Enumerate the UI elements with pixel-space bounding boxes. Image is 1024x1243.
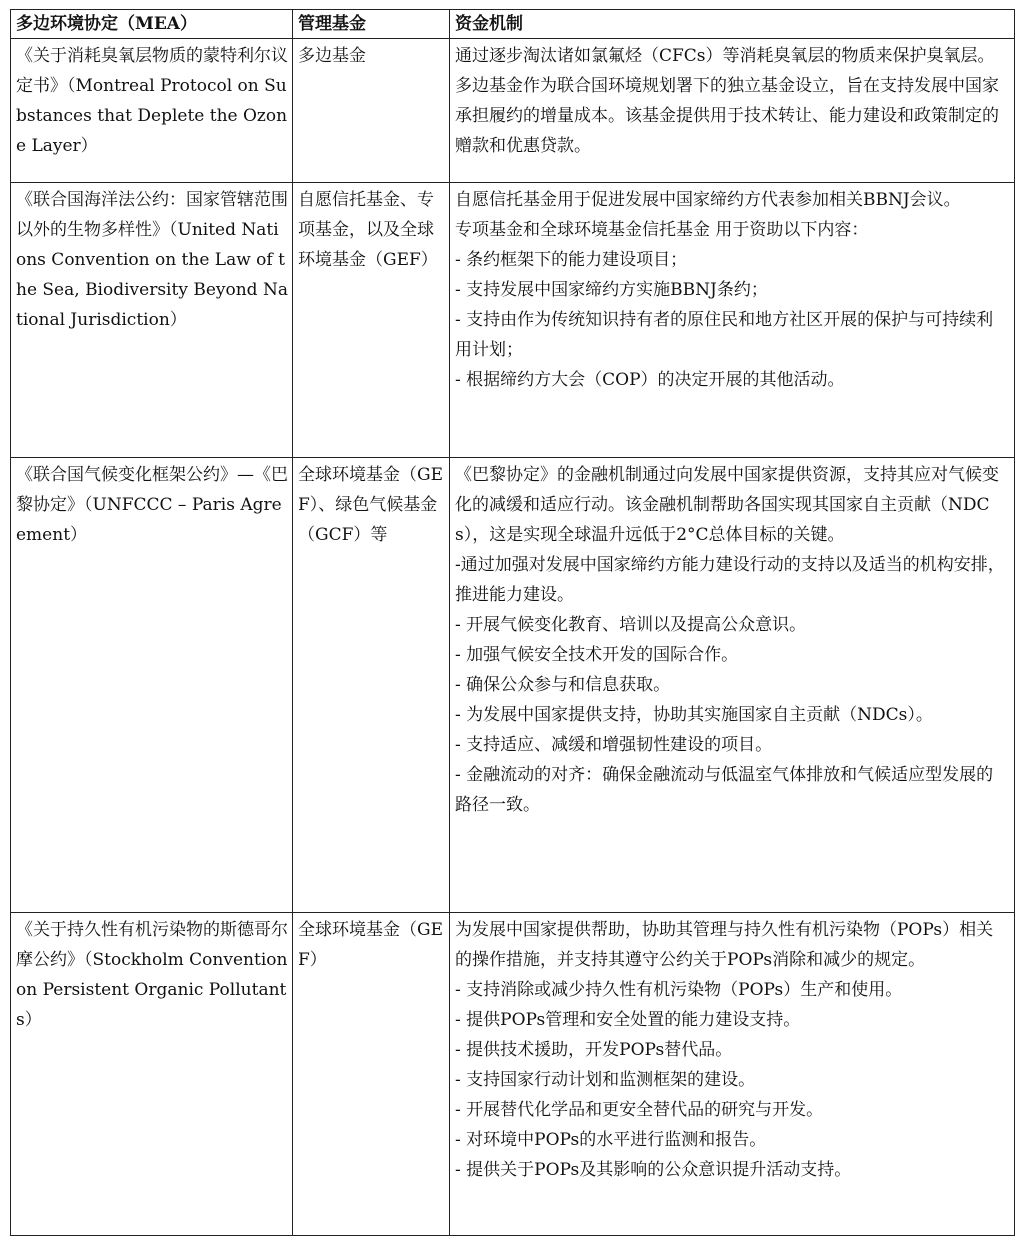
mechanism-line: - 确保公众参与和信息获取。 [455,675,671,695]
mechanism-line: - 支持适应、减缓和增强韧性建设的项目。 [455,735,773,755]
mea-cell: 《联合国气候变化框架公约》—《巴黎协定》（UNFCCC – Paris Agreement） [11,458,293,913]
table-row [11,39,1015,183]
mechanism-line: - 根据缔约方大会（COP）的决定开展的其他活动。 [455,370,845,390]
mechanism-cell [450,183,1015,458]
mechanism-line: - 提供关于POPs及其影响的公众意识提升活动支持。 [455,1160,852,1180]
header-mechanism: 资金机制 [450,10,1015,39]
header-fund: 管理基金 [293,10,450,39]
mechanism-line: - 金融流动的对齐：确保金融流动与低温室气体排放和气候适应型发展的路径一致。 [455,765,994,815]
mechanism-line: - 条约框架下的能力建设项目； [455,250,688,270]
table-header-row [11,10,1015,39]
mechanism-line: - 提供技术援助，开发POPs替代品。 [455,1040,733,1060]
fund-cell: 多边基金 [293,39,450,183]
mechanism-line: - 对环境中POPs的水平进行监测和报告。 [455,1130,767,1150]
mechanism-cell [450,913,1015,1236]
mechanism-cell [450,39,1015,183]
mechanism-line: 通过逐步淘汰诸如氯氟烃（CFCs）等消耗臭氧层的物质来保护臭氧层。多边基金作为联合国环境规划署下的独立基金设立，旨在支持发展中国家承担履约的增量成本。该基金提供用于技术转让、能力建设和政策制定的赠款和优惠贷款。 [455,46,999,156]
fund-cell: 自愿信托基金、专项基金，以及全球环境基金（GEF） [293,183,450,458]
mechanism-line: 为发展中国家提供帮助，协助其管理与持久性有机污染物（POPs）相关的操作措施，并支持其遵守公约关于POPs消除和减少的规定。 [455,920,994,970]
mechanism-line: - 开展气候变化教育、培训以及提高公众意识。 [455,615,807,635]
mechanism-line: - 支持发展中国家缔约方实施BBNJ条约； [455,280,768,300]
mechanism-line: - 开展替代化学品和更安全替代品的研究与开发。 [455,1100,824,1120]
mechanism-cell [450,458,1015,913]
mea-cell: 《联合国海洋法公约：国家管辖范围以外的生物多样性》（United Nations Convention on the Law of the Sea, Biodiversity Beyond National Jurisdiction） [11,183,293,458]
mechanism-line: - 支持国家行动计划和监测框架的建设。 [455,1070,756,1090]
table-row [11,913,1015,1236]
fund-cell: 全球环境基金（GEF） [293,913,450,1236]
mechanism-line: - 支持消除或减少持久性有机污染物（POPs）生产和使用。 [455,980,903,1000]
mechanism-line: -通过加强对发展中国家缔约方能力建设行动的支持以及适当的机构安排，推进能力建设。 [455,555,1005,605]
mechanism-line: - 为发展中国家提供支持，协助其实施国家自主贡献（NDCs）。 [455,705,933,725]
fund-cell: 全球环境基金（GEF）、绿色气候基金（GCF）等 [293,458,450,913]
mea-cell: 《关于持久性有机污染物的斯德哥尔摩公约》（Stockholm Convention on Persistent Organic Pollutants） [11,913,293,1236]
mechanism-line: - 加强气候安全技术开发的国际合作。 [455,645,739,665]
mechanism-line: - 支持由作为传统知识持有者的原住民和地方社区开展的保护与可持续利用计划； [455,310,994,360]
mechanism-line: 专项基金和全球环境基金信托基金 用于资助以下内容： [455,220,869,240]
table-row [11,458,1015,913]
table-row [11,183,1015,458]
mechanism-line: 《巴黎协定》的金融机制通过向发展中国家提供资源，支持其应对气候变化的减缓和适应行动。该金融机制帮助各国实现其国家自主贡献（NDCs），这是实现全球温升远低于2°C总体目标的关键。 [455,465,999,545]
mea-funding-table [10,9,1015,1236]
mechanism-line: - 提供POPs管理和安全处置的能力建设支持。 [455,1010,801,1030]
mechanism-line: 自愿信托基金用于促进发展中国家缔约方代表参加相关BBNJ会议。 [455,190,961,210]
header-mea: 多边环境协定（MEA） [11,10,293,39]
mea-cell: 《关于消耗臭氧层物质的蒙特利尔议定书》（Montreal Protocol on Substances that Deplete the Ozone Layer） [11,39,293,183]
document-page [10,9,1015,1236]
